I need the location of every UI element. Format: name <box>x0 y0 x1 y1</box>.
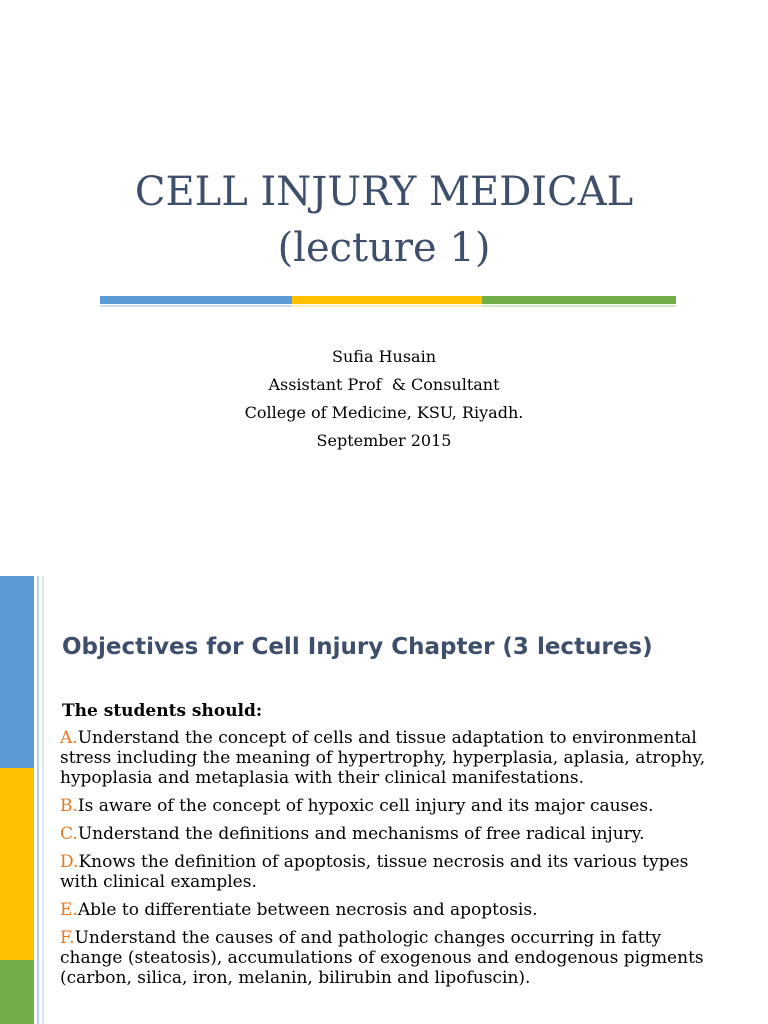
sidebar-line-2 <box>42 576 44 1024</box>
objectives-intro: The students should: <box>62 701 263 721</box>
title-line-2: (lecture 1) <box>277 225 491 271</box>
objective-letter: C. <box>60 824 78 844</box>
objectives-list <box>60 728 720 996</box>
divider-segment-blue <box>100 296 292 304</box>
author-affiliation: College of Medicine, KSU, Riyadh. <box>244 403 524 422</box>
objective-text: Knows the definition of apoptosis, tissue necrosis and its various types with clinical examples. <box>60 852 689 892</box>
divider-shadow-green <box>482 305 676 307</box>
objective-item <box>60 728 720 788</box>
objective-letter: A. <box>60 728 78 748</box>
presenter-info <box>0 343 768 455</box>
sidebar-block-green <box>0 960 34 1024</box>
title-line-1: CELL INJURY MEDICAL <box>134 169 634 215</box>
objective-item <box>60 928 720 988</box>
objective-text: Is aware of the concept of hypoxic cell injury and its major causes. <box>77 796 654 816</box>
title-divider-shadow <box>100 305 676 307</box>
author-role: Assistant Prof & Consultant <box>268 375 500 394</box>
objective-letter: E. <box>60 900 78 920</box>
divider-shadow-yellow <box>292 305 482 307</box>
objective-text: Understand the causes of and pathologic changes occurring in fatty change (steatosis), accumulations of exogenous and endogenous pigments (carbon, silica, iron, melanin, bilirubin and lipofuscin). <box>60 928 704 988</box>
divider-segment-green <box>482 296 676 304</box>
objective-item <box>60 824 720 844</box>
objective-text: Understand the definitions and mechanisms of free radical injury. <box>77 824 645 844</box>
objective-text: Understand the concept of cells and tissue adaptation to environmental stress including the meaning of hypertrophy, hyperplasia, aplasia, atrophy, hypoplasia and metaplasia with their clinical manifestations. <box>60 728 706 788</box>
objective-letter: F. <box>60 928 75 948</box>
divider-shadow-blue <box>100 305 292 307</box>
sidebar-block-yellow <box>0 768 34 960</box>
title-divider <box>100 296 676 304</box>
objective-letter: D. <box>60 852 79 872</box>
objective-item <box>60 900 720 920</box>
objective-text: Able to differentiate between necrosis and apoptosis. <box>77 900 538 920</box>
presentation-date: September 2015 <box>316 431 452 450</box>
objective-letter: B. <box>60 796 78 816</box>
divider-segment-yellow <box>292 296 482 304</box>
author-name: Sufia Husain <box>332 347 436 366</box>
objective-item <box>60 852 720 892</box>
objectives-heading: Objectives for Cell Injury Chapter (3 lectures) <box>62 634 653 660</box>
slide-title <box>0 164 768 276</box>
objectives-slide <box>0 576 768 1024</box>
sidebar-block-blue <box>0 576 34 768</box>
objective-item <box>60 796 720 816</box>
color-sidebar <box>0 576 34 1024</box>
sidebar-line-1 <box>37 576 39 1024</box>
